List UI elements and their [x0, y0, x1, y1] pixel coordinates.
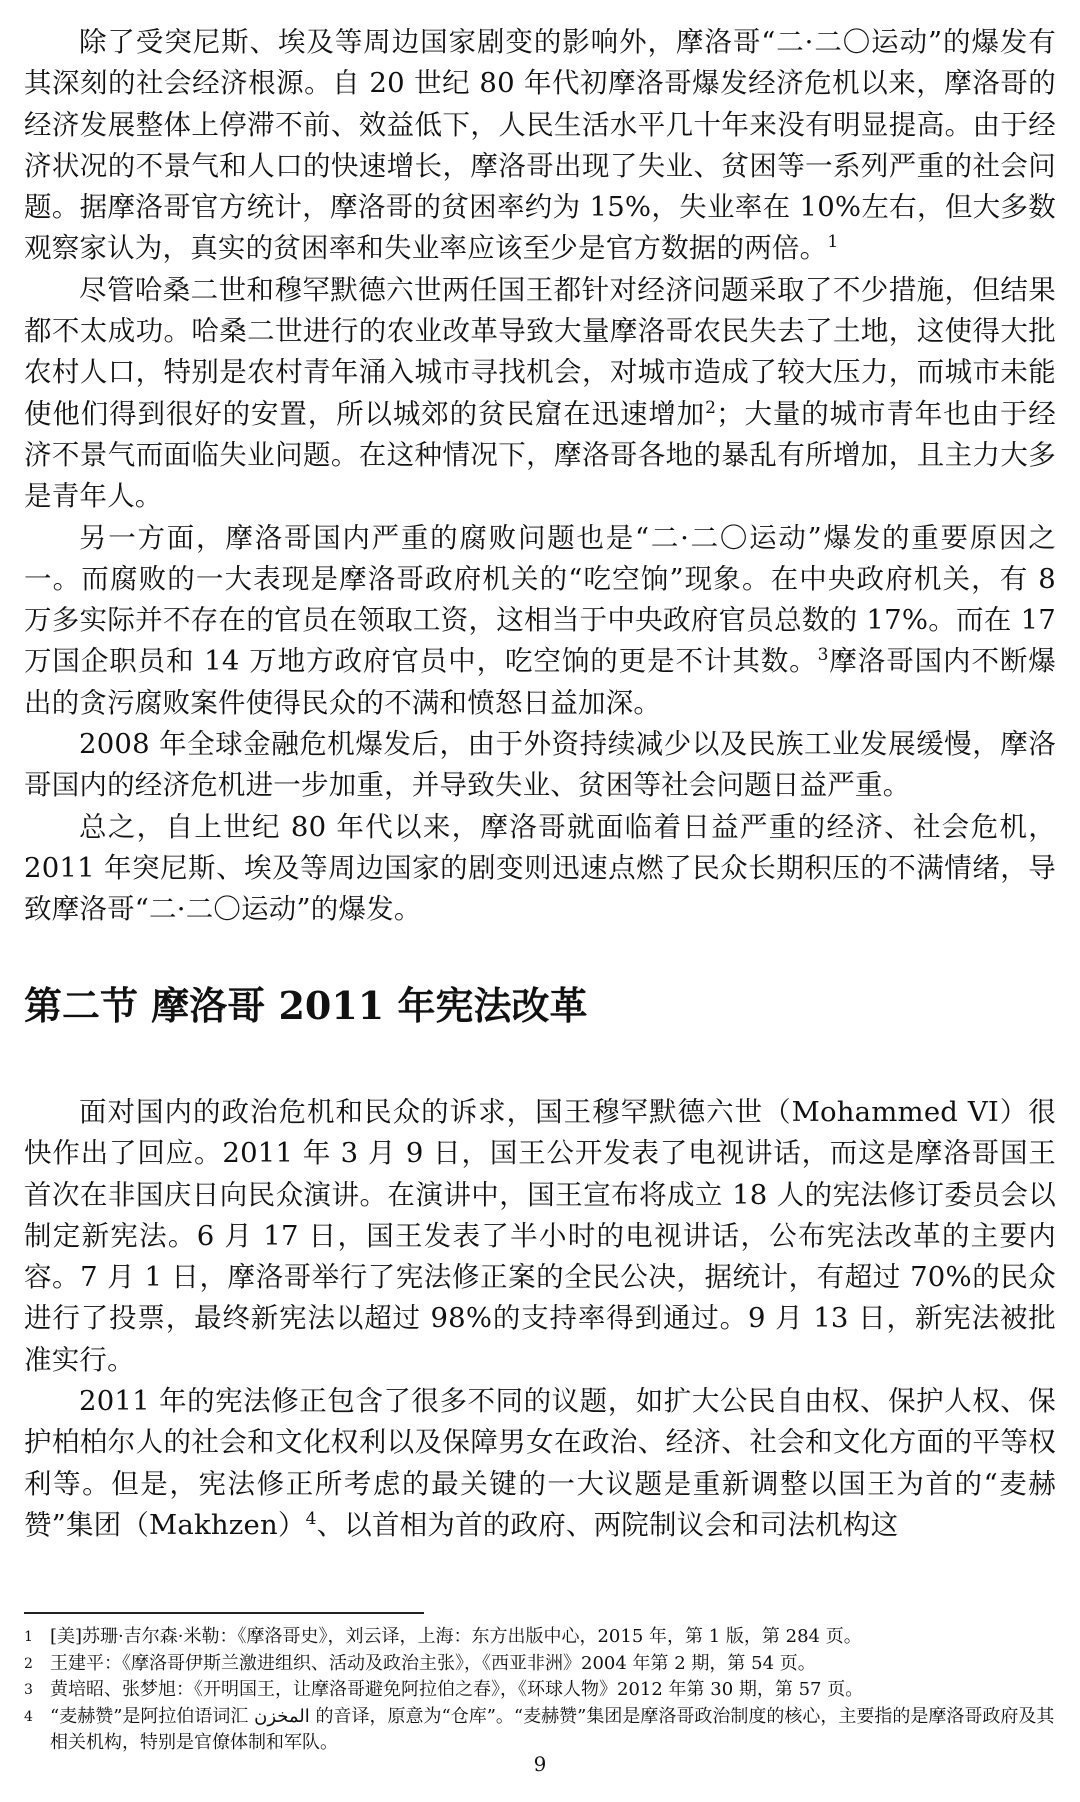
section-1-body	[24, 22, 1056, 931]
footnote	[24, 1651, 1056, 1678]
paragraph: 2011 年的宪法修正包含了很多不同的议题，如扩大公民自由权、保护人权、保护柏柏尔人的社会和文化权利以及保障男女在政治、经济、社会和文化方面的平等权利等。但是，宪法修正所考虑的最关键的一大议题是重新调整以国王为首的“麦赫赞”集团（Makhzen）$^4$、以首相为首的政府、两院制议会和司法机构这	[24, 1385, 1056, 1541]
footnote-ref[interactable]: 1	[827, 232, 839, 253]
footnote-number: 2	[24, 1655, 33, 1672]
footnote	[24, 1624, 1056, 1651]
paragraph: 除了受突尼斯、埃及等周边国家剧变的影响外，摩洛哥“二·二〇运动”的爆发有其深刻的社会经济根源。自 20 世纪 80 年代初摩洛哥爆发经济危机以来，摩洛哥的经济发展整体上停滞不前、效益低下，人民生活水平几十年来没有明显提高。由于经济状况的不景气和人口的快速增长，摩洛哥出现了失业、贫困等一系列严重的社会问题。据摩洛哥官方统计，摩洛哥的贫困率约为 15%，失业率在 10%左右，但大多数观察家认为，真实的贫困率和失业率应该至少是官方数据的两倍。$^1$	[24, 26, 1056, 265]
footnote-number: 4	[24, 1708, 33, 1725]
footnote-ref[interactable]: 3	[817, 645, 829, 666]
footnote-number: 3	[24, 1682, 33, 1698]
paragraph: 总之，自上世纪 80 年代以来，摩洛哥就面临着日益严重的经济、社会危机，2011 年突尼斯、埃及等周边国家的剧变则迅速点燃了民众长期积压的不满情绪，导致摩洛哥“二·二〇运动”的爆发。	[24, 810, 1056, 926]
footnote-text: [美]苏珊·吉尔森·米勒：《摩洛哥史》，刘云译，上海：东方出版中心，2015 年，第 1 版，第 284 页。	[50, 1626, 862, 1647]
footnote-text: “麦赫赞”是阿拉伯语词汇 المخزن 的音译，原意为“仓库”。“麦赫赞”集团是摩洛哥政治制度的核心，主要指的是摩洛哥政府及其相关机构，特别是官僚体制和军队。	[50, 1705, 1055, 1753]
footnote	[24, 1677, 1056, 1704]
footnote-ref[interactable]: 2	[705, 397, 717, 418]
footnote	[24, 1704, 1056, 1757]
page-number: 9	[533, 1752, 547, 1776]
footnote-divider	[24, 1612, 424, 1614]
section-heading: 第二节 摩洛哥 2011 年宪法改革	[24, 983, 588, 1028]
paragraph: 尽管哈桑二世和穆罕默德六世两任国王都针对经济问题采取了不少措施，但结果都不太成功。哈桑二世进行的农业改革导致大量摩洛哥农民失去了土地，这使得大批农村人口，特别是农村青年涌入城市寻找机会，对城市造成了较大压力，而城市未能使他们得到很好的安置，所以城郊的贫民窟在迅速增加$^2$；大量的城市青年也由于经济不景气而面临失业问题。在这种情况下，摩洛哥各地的暴乱有所增加，且主力大多是青年人。	[24, 273, 1056, 513]
footnotes	[24, 1624, 1056, 1757]
paragraph: 2008 年全球金融危机爆发后，由于外资持续减少以及民族工业发展缓慢，摩洛哥国内的经济危机进一步加重，并导致失业、贫困等社会问题日益严重。	[24, 728, 1056, 802]
paragraph: 面对国内的政治危机和民众的诉求，国王穆罕默德六世（Mohammed VI）很快作出了回应。2011 年 3 月 9 日，国王公开发表了电视讲话，而这是摩洛哥国王首次在非国庆日向民众演讲。在演讲中，国王宣布将成立 18 人的宪法修订委员会以制定新宪法。6 月 17 日，国王发表了半小时的电视讲话，公布宪法改革的主要内容。7 月 1 日，摩洛哥举行了宪法修正案的全民公决，据统计，有超过 70%的民众进行了投票，最终新宪法以超过 98%的支持率得到通过。9 月 13 日，新宪法被批准实行。	[24, 1096, 1056, 1376]
paragraph: 另一方面，摩洛哥国内严重的腐败问题也是“二·二〇运动”爆发的重要原因之一。而腐败的一大表现是摩洛哥政府机关的“吃空饷”现象。在中央政府机关，有 8 万多实际并不存在的官员在领取工资，这相当于中央政府官员总数的 17%。而在 17 万国企职员和 14 万地方政府官员中，吃空饷的更是不计其数。$^3$摩洛哥国内不断爆出的贪污腐败案件使得民众的不满和愤怒日益加深。	[24, 521, 1056, 719]
footnote-ref[interactable]: 4	[305, 1508, 317, 1529]
footnote-text: 黄培昭、张梦旭：《开明国王，让摩洛哥避免阿拉伯之春》，《环球人物》2012 年第 30 期，第 57 页。	[50, 1679, 864, 1700]
footnote-number: 1	[24, 1629, 33, 1645]
footnote-text: 王建平：《摩洛哥伊斯兰激进组织、活动及政治主张》，《西亚非洲》2004 年第 2 期，第 54 页。	[50, 1652, 816, 1674]
section-2-body	[24, 1092, 1056, 1546]
